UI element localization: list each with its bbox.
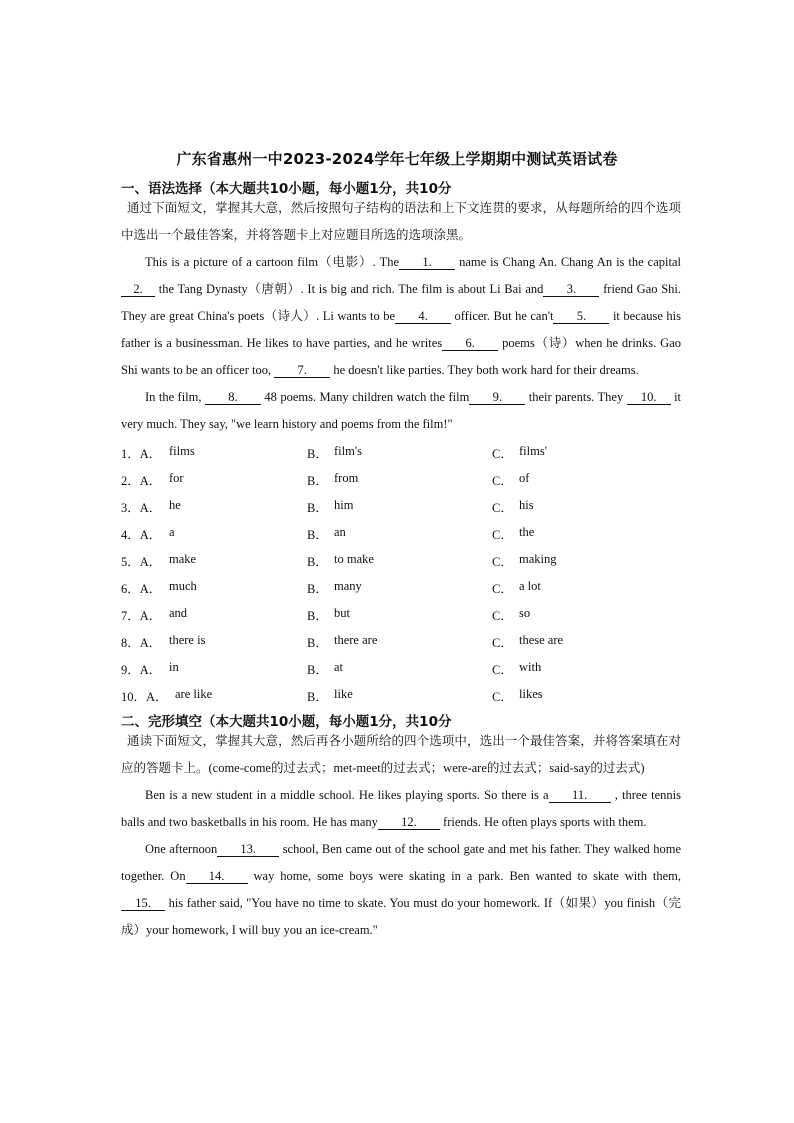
blank-9: 9. (469, 390, 525, 405)
passage-text: , three tennis balls and two basketballs in his room. He has many (121, 788, 682, 829)
option-c: a lot (519, 579, 541, 593)
passage-text: name is Chang An. Chang An is the capital (459, 255, 681, 269)
blank-7: 7. (274, 363, 330, 378)
option-c-label: C． (492, 501, 513, 515)
blank-1: 1. (399, 255, 455, 270)
passage-text: This is a picture of a cartoon film（电影）. The (145, 255, 400, 269)
question-number: 4．A． (121, 528, 162, 542)
option-b-label: B． (307, 501, 328, 515)
option-b: him (334, 498, 354, 512)
blank-6: 6. (442, 336, 498, 351)
option-b: film's (334, 444, 362, 458)
option-row (121, 465, 681, 492)
blank-13: 13. (217, 842, 279, 857)
option-a: are like (175, 687, 213, 701)
section2-instruction: 通读下面短文，掌握其大意，然后再各小题所给的四个选项中，选出一个最佳答案，并将答案填在对应的答题卡上。(come-come的过去式；met-meet的过去式；were-are的过去式；said-say的过去式) (121, 734, 681, 775)
option-c-label: C． (492, 528, 513, 542)
option-c: the (519, 525, 535, 539)
option-b: like (334, 687, 353, 701)
option-c: likes (519, 687, 543, 701)
option-row (121, 438, 681, 465)
option-row (121, 600, 681, 627)
option-row (121, 681, 681, 708)
question-number: 10．A． (121, 690, 168, 704)
option-b: an (334, 525, 346, 539)
option-c: of (519, 471, 530, 485)
passage-text: officer. But he can't (454, 309, 554, 323)
option-b-label: B． (307, 663, 328, 677)
option-a: he (169, 498, 181, 512)
passage-text: One afternoon (145, 842, 218, 856)
blank-11: 11. (549, 788, 611, 803)
option-row (121, 627, 681, 654)
question-number: 7．A． (121, 609, 162, 623)
blank-8: 8. (205, 390, 261, 405)
passage-text: In the film, (145, 390, 202, 404)
passage-text: it very much. They say, "we learn history and poems from the film!" (121, 390, 682, 431)
blank-14: 14. (186, 869, 248, 884)
section1-passage-paragraph-2 (121, 384, 681, 438)
blank-4: 4. (395, 309, 451, 324)
blank-3: 3. (543, 282, 599, 297)
passage-text: way home, some boys were skating in a park. Ben wanted to skate with them, (253, 869, 682, 883)
passage-text: their parents. They (528, 390, 624, 404)
page-title: 广东省惠州一中2023-2024学年七年级上学期期中测试英语试卷 (176, 150, 618, 168)
option-b-label: B． (307, 690, 328, 704)
option-b-label: B． (307, 447, 328, 461)
option-c: so (519, 606, 531, 620)
section2-heading: 二、完形填空（本大题共10小题，每小题1分，共10分 (121, 714, 452, 730)
option-c: films' (519, 444, 547, 458)
options-list (121, 438, 681, 708)
option-c: his (519, 498, 534, 512)
option-a: for (169, 471, 184, 485)
section1-heading: 一、语法选择（本大题共10小题，每小题1分，共10分 (121, 181, 452, 197)
question-number: 3．A． (121, 501, 162, 515)
option-b: to make (334, 552, 374, 566)
option-c: these are (519, 633, 564, 647)
question-number: 5．A． (121, 555, 162, 569)
option-b-label: B． (307, 555, 328, 569)
option-a: in (169, 660, 179, 674)
option-c: making (519, 552, 557, 566)
option-c: with (519, 660, 542, 674)
option-row (121, 492, 681, 519)
passage-text: school, Ben came out of the school gate and met his father. They walked home together. On (121, 842, 681, 883)
option-b-label: B． (307, 474, 328, 488)
option-c-label: C． (492, 474, 513, 488)
passage-text: Ben is a new student in a middle school. He likes playing sports. So there is a (145, 788, 549, 802)
passage-text: friends. He often plays sports with them. (443, 815, 647, 829)
blank-5: 5. (553, 309, 609, 324)
option-b: at (334, 660, 344, 674)
option-b: there are (334, 633, 378, 647)
option-a: films (169, 444, 195, 458)
question-number: 2．A． (121, 474, 162, 488)
option-row (121, 519, 681, 546)
option-c-label: C． (492, 663, 513, 677)
option-b-label: B． (307, 528, 328, 542)
passage-text: it because his father is a businessman. He likes to have parties, and he writes (121, 309, 682, 350)
option-b: many (334, 579, 362, 593)
option-c-label: C． (492, 636, 513, 650)
passage-text: poems（诗）when he drinks. Gao Shi wants to be an officer too, (121, 336, 681, 377)
passage-text: the Tang Dynasty（唐朝）. It is big and rich. The film is about Li Bai and (158, 282, 544, 296)
section1-instruction: 通过下面短文，掌握其大意，然后按照句子结构的语法和上下文连贯的要求，从每题所给的四个选项中选出一个最佳答案，并将答题卡上对应题目所选的选项涂黑。 (121, 201, 681, 242)
option-c-label: C． (492, 609, 513, 623)
option-row (121, 654, 681, 681)
option-b-label: B． (307, 582, 328, 596)
option-row (121, 573, 681, 600)
blank-12: 12. (378, 815, 440, 830)
option-c-label: C． (492, 690, 513, 704)
option-a: make (169, 552, 197, 566)
section1-passage-paragraph-1 (121, 249, 681, 384)
option-c-label: C． (492, 555, 513, 569)
blank-15: 15. (121, 896, 165, 911)
question-number: 9．A． (121, 663, 162, 677)
section2-passage-paragraph-2 (121, 836, 681, 944)
option-b: but (334, 606, 350, 620)
passage-text: his father said, "You have no time to skate. You must do your homework. If（如果）you finish（完成）your homework, I will buy you an ice-cream." (121, 896, 682, 937)
passage-text: friend Gao Shi. They are great China's poets（诗人）. Li wants to be (121, 282, 682, 323)
question-number: 6．A． (121, 582, 162, 596)
option-b: from (334, 471, 359, 485)
question-number: 8．A． (121, 636, 162, 650)
passage-text: 48 poems. Many children watch the film (264, 390, 470, 404)
option-b-label: B． (307, 609, 328, 623)
option-c-label: C． (492, 447, 513, 461)
option-a: a (169, 525, 175, 539)
option-a: and (169, 606, 188, 620)
question-number: 1．A． (121, 447, 162, 461)
option-c-label: C． (492, 582, 513, 596)
option-b-label: B． (307, 636, 328, 650)
blank-10: 10. (627, 390, 671, 405)
blank-2: 2. (121, 282, 155, 297)
passage-text: he doesn't like parties. They both work hard for their dreams. (333, 363, 639, 377)
option-a: much (169, 579, 197, 593)
option-row (121, 546, 681, 573)
section2-passage-paragraph-1 (121, 782, 681, 836)
option-a: there is (169, 633, 206, 647)
